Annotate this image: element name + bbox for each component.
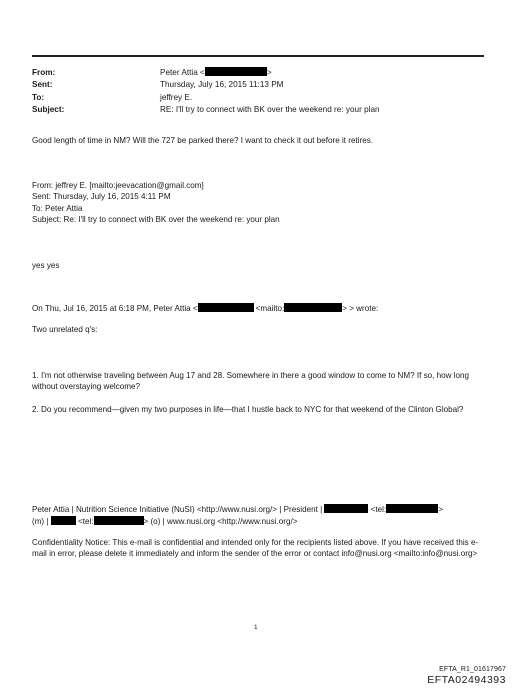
footer-id-1: EFTA_R1_01617967 (439, 666, 506, 673)
email-header (32, 67, 380, 116)
from-label: From: (32, 68, 56, 77)
header-to-row (32, 92, 380, 104)
redaction-bar (94, 516, 144, 525)
subject-value: RE: I'll try to connect with BK over the weekend re: your plan (160, 104, 380, 114)
subject-label: Subject: (32, 104, 65, 114)
header-sent-row (32, 79, 380, 91)
from-value: Peter Attia < > (160, 68, 272, 77)
redaction-bar (198, 303, 254, 312)
header-from-row (32, 67, 380, 79)
document-footer (427, 666, 506, 686)
sent-label: Sent: (32, 80, 53, 90)
redaction-bar (51, 516, 76, 525)
quoted-header (32, 180, 484, 225)
sent-value: Thursday, July 16, 2015 11:13 PM (160, 80, 284, 90)
quoted-to-line: To: Peter Attia (32, 203, 83, 213)
redaction-bar (386, 504, 438, 513)
header-divider (32, 55, 484, 57)
redaction-bar (205, 67, 267, 76)
original-intro: On Thu, Jul 16, 2015 at 6:18 PM, Peter Attia < <mailto: > > wrote: (32, 304, 379, 313)
footer-id-2: EFTA02494393 (427, 674, 506, 686)
page-number: 1 (254, 624, 258, 631)
original-lead: Two unrelated q's: (32, 325, 98, 334)
to-value: jeffrey E. (160, 92, 193, 102)
header-subject-row (32, 104, 380, 116)
quoted-body: yes yes (32, 261, 60, 270)
confidentiality-notice: Confidentiality Notice: This e-mail is confidential and intended only for the recipients listed above. If you have received this e-mail in error, please delete it immediately and inform the sender of the error or contact info@nusi.org <mailto:info@nusi.org> (32, 538, 479, 559)
question-2: 2. Do you recommend—given my two purposes in life—that I hustle back to NYC for that weekend of the Clinton Global? (32, 405, 464, 414)
redaction-bar (284, 303, 342, 312)
signature-line-2: (m) | <tel: > (o) | www.nusi.org <http://www.nusi.org/> (32, 517, 298, 526)
question-1: 1. I'm not otherwise traveling between Aug 17 and 28. Somewhere in there a good window to come to NM? If so, how long without overstaying welcome? (32, 371, 470, 392)
to-label: To: (32, 92, 45, 102)
quoted-subject-line: Subject: Re: I'll try to connect with BK over the weekend re: your plan (32, 214, 280, 224)
signature-line-1: Peter Attia | Nutrition Science Initiative (NuSI) <http://www.nusi.org/> | President | <tel: > (32, 505, 443, 514)
quoted-from-line: From: jeffrey E. [mailto:jeevacation@gmail.com] (32, 181, 204, 190)
quoted-sent-line: Sent: Thursday, July 16, 2015 4:11 PM (32, 192, 171, 202)
redaction-bar (324, 504, 368, 513)
reply-body: Good length of time in NM? Will the 727 be parked there? I want to check it out before it retires. (32, 136, 374, 145)
